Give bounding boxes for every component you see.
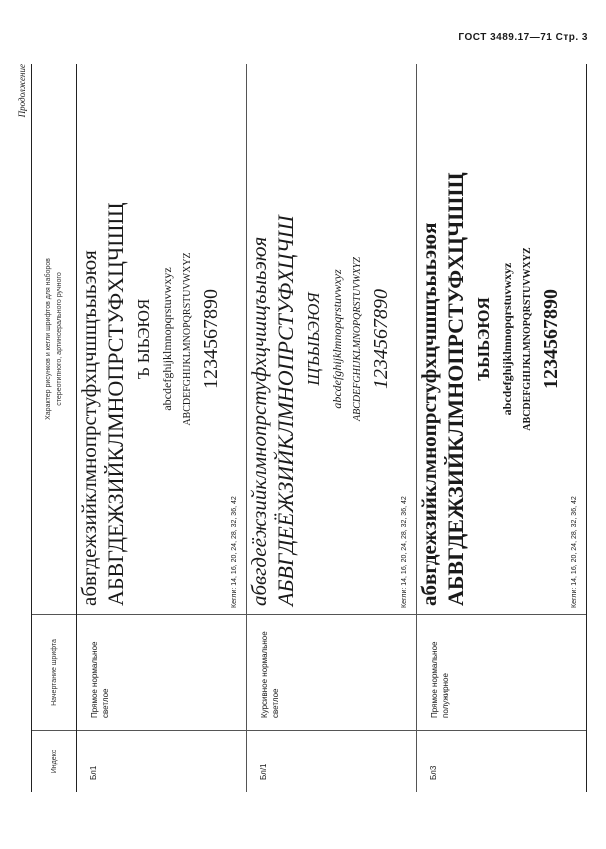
continuation-label: Продолжение	[17, 64, 27, 118]
font-specimen-table	[31, 64, 587, 792]
sample-lower-cyrillic: абвгдежзийклмнопрстуфхцчшщъыьэюя	[77, 250, 101, 606]
table-row	[77, 64, 247, 792]
page-header: ГОСТ 3489.17—71 Стр. 3	[458, 32, 588, 43]
sample-upper-cyrillic-tail: ЩЪЫЬЭЮЯ	[304, 292, 323, 386]
sample-upper-cyrillic-tail: ЪЫЬЭЮЯ	[474, 297, 493, 381]
sample-lower-cyrillic: абвгдежзийклмнопрстуфхцчшщъыьэюя	[417, 222, 441, 606]
row-index: Бл1	[77, 730, 246, 792]
sample-upper-latin: ABCDEFGHIJKLMNOPQRSTUVWXYZ	[182, 252, 193, 426]
sample-lower-latin: abcdefghijklmnopqrstuvwxyz	[500, 262, 514, 416]
sample-digits: 1234567890	[370, 289, 392, 389]
row-style: Прямое нормальное светлое	[77, 614, 246, 730]
row-index: Бл/1	[247, 730, 416, 792]
rotated-table-sheet	[17, 64, 587, 792]
sample-upper-latin: ABCDEFGHIJKLMNOPQRSTUVWXYZ	[352, 257, 363, 421]
sample-upper-cyrillic-tail: Ъ ЫЬЭЮЯ	[134, 298, 153, 380]
header-style: Начертание шрифта	[32, 614, 76, 730]
sample-lower-latin: abcdefghijklmnopqrstuvwxyz	[330, 269, 344, 409]
row-specimen	[77, 64, 246, 614]
row-specimen	[247, 64, 416, 614]
font-sizes: Кегли: 14, 16, 20, 24, 28, 32, 36, 42	[401, 496, 408, 608]
sample-lower-cyrillic: абвгдеёжзийклмнопрстуфхцчшщъыьэюя	[247, 236, 271, 606]
header-desc-line2: стереотипного, артинсерального ручного	[56, 272, 63, 406]
header-index: Индекс	[32, 730, 76, 792]
sample-digits: 1234567890	[200, 289, 222, 389]
sample-digits: 1234567890	[540, 289, 562, 389]
row-specimen	[417, 64, 586, 614]
row-style: Прямое нормальное полужирное	[417, 614, 586, 730]
header-desc-line1: Характер рисунков и кегли шрифтов для наборов	[45, 258, 52, 420]
sample-lower-latin: abcdefghijklmnopqrstuvwxyz	[160, 267, 174, 411]
table-header	[32, 64, 77, 792]
font-sizes: Кегли: 14, 16, 20, 24, 28, 32, 36, 42	[231, 496, 238, 608]
row-style: Курсивное нормальное светлое	[247, 614, 416, 730]
sample-upper-latin: ABCDEFGHIJKLMNOPQRSTUVWXYZ	[522, 247, 533, 431]
sample-upper-cyrillic: АБВГДЕЖЗИЙКЛМНОПРСТУФХЦЧШЩ	[103, 202, 128, 606]
table-row	[417, 64, 586, 792]
header-description	[32, 64, 76, 614]
sample-upper-cyrillic: АБВГДЕЁЖЗИЙКЛМНОПРСТУФХЦЧШ	[273, 215, 298, 606]
row-index: Бл3	[417, 730, 586, 792]
font-sizes: Кегли: 14, 16, 20, 24, 28, 32, 36, 42	[571, 496, 578, 608]
sample-upper-cyrillic: АБВГДЕЖЗИЙКЛМНОПРСТУФХЦЧШЩ	[443, 172, 468, 606]
table-row	[247, 64, 417, 792]
